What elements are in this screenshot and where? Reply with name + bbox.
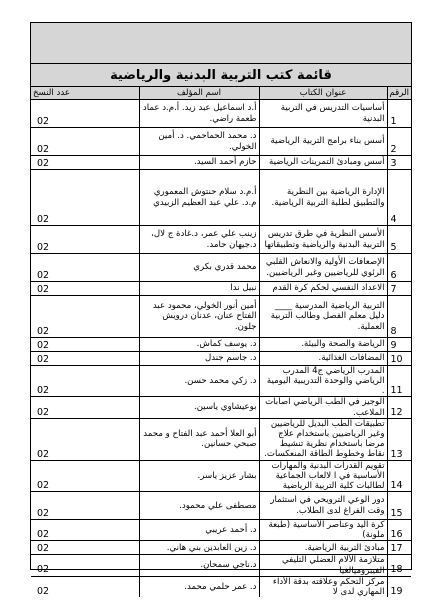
table-row <box>31 226 411 254</box>
row-author: بوعيشاوي ياسين. <box>139 397 259 418</box>
row-author: د. جاسم جندل <box>139 352 259 366</box>
row-book-title: مركز التحكم وعلاقته بدقة الأداء المهاري لدى لا <box>259 576 387 597</box>
row-author: حازم أحمد السيد. <box>139 156 259 170</box>
row-author: أبو العلا أحمد عبد الفتاح و محمد صبحي حسانين. <box>139 418 259 460</box>
table-row <box>31 555 411 576</box>
row-author: د. محمد الحماحمي. د. أمين الخولي. <box>139 128 259 156</box>
row-copies: 02 <box>31 338 139 352</box>
table-row <box>31 520 411 541</box>
row-copies: 02 <box>31 397 139 418</box>
row-copies: 02 <box>31 296 139 338</box>
table-row <box>31 492 411 520</box>
row-number: 2 <box>387 128 411 156</box>
row-number: 19 <box>387 576 411 597</box>
table-row <box>31 282 411 296</box>
table-row <box>31 352 411 366</box>
row-author: محمد قدري بكري <box>139 254 259 282</box>
row-copies: 02 <box>31 352 139 366</box>
row-number: 1 <box>387 100 411 128</box>
row-book-title: الإصعافات الأولية والانعاش القلبي الرئوي للرياضيين وغير الرياضيين. <box>259 254 387 282</box>
row-book-title: كرة اليد وعناصر الأساسية (طبعة ملونة) <box>259 520 387 541</box>
row-number: 15 <box>387 492 411 520</box>
row-copies: 02 <box>31 100 139 128</box>
row-number: 4 <box>387 170 411 226</box>
row-copies: 02 <box>31 254 139 282</box>
row-copies: 02 <box>31 541 139 555</box>
header-book-title: عنوان الكتاب <box>259 87 387 100</box>
row-copies: 02 <box>31 156 139 170</box>
table-row <box>31 296 411 338</box>
row-book-title: تطبيقات الطب البديل للرياضيين وغير الرياضيين باستخدام علاج مرضا باستخدام نظرية تنشيط نقاط وخطوط الطاقة المنعكسات. <box>259 418 387 460</box>
row-author: مصطفى علي محمود. <box>139 492 259 520</box>
row-copies: 02 <box>31 170 139 226</box>
row-author: د. يوسف كماش. <box>139 338 259 352</box>
row-number: 13 <box>387 418 411 460</box>
table-row <box>31 460 411 491</box>
row-author: د. زكي محمد حسن. <box>139 366 259 397</box>
row-copies: 02 <box>31 555 139 576</box>
row-number: 7 <box>387 282 411 296</box>
row-number: 10 <box>387 352 411 366</box>
row-number: 12 <box>387 397 411 418</box>
row-number: 18 <box>387 555 411 576</box>
table-row <box>31 397 411 418</box>
row-number: 11 <box>387 366 411 397</box>
table-row <box>31 338 411 352</box>
row-author: أ.م.د سلام حنتوش المعموري م.د. علي عبد العظيم الزبيدي <box>139 170 259 226</box>
header-number: الرقم <box>387 87 411 100</box>
row-book-title: المضافات الغذائية. <box>259 352 387 366</box>
row-author: د.ناجي سمحان. <box>139 555 259 576</box>
row-book-title: الإدارة الرياضية بين النظرية والتطبيق لطلبة التربية الرياضية. <box>259 170 387 226</box>
row-book-title: أسس ومبادئ التمرينات الرياضية <box>259 156 387 170</box>
table-row <box>31 128 411 156</box>
row-copies: 02 <box>31 460 139 491</box>
table-row <box>31 156 411 170</box>
row-number: 6 <box>387 254 411 282</box>
table-row <box>31 541 411 555</box>
table-row <box>31 100 411 128</box>
header-banner <box>31 23 411 64</box>
row-book-title: المدرب الرياضي ج4 المدرب الرياضي والوحدة التدريبية اليومية . <box>259 366 387 397</box>
row-book-title: الاعداد النفسي لحكم كرة القدم <box>259 282 387 296</box>
row-book-title: الأسس النظرية في طرق تدريس التربية البدنية والرياضية وتطبيقاتها <box>259 226 387 254</box>
row-author: زينب علي عمر، د.غادة ج لال، د.جيهان حامد. <box>139 226 259 254</box>
row-copies: 02 <box>31 282 139 296</box>
row-copies: 02 <box>31 366 139 397</box>
row-book-title: التربية الرياضية المدرسية ____ دليل معلم الفصل وطالب التربية العملية. <box>259 296 387 338</box>
row-copies: 02 <box>31 418 139 460</box>
header-author: اسم المؤلف <box>139 87 259 100</box>
row-book-title: أسس بناء برامج التربية الرياضية <box>259 128 387 156</box>
document-sheet <box>30 22 412 597</box>
table-row <box>31 366 411 397</box>
row-author: د. عمر حلمي محمد. <box>139 576 259 597</box>
row-author: أمين أنور الخولي، محمود عبد الفتاح عنان، عدنان درويش جلون. <box>139 296 259 338</box>
table-row <box>31 170 411 226</box>
row-copies: 02 <box>31 520 139 541</box>
row-number: 17 <box>387 541 411 555</box>
table-row <box>31 576 411 597</box>
row-book-title: دور الوعي الترويحي في استثمار وقت الفراغ لدى الطلاب. <box>259 492 387 520</box>
row-author: د. أحمد عريبي <box>139 520 259 541</box>
row-author: بشار عزيز ياسر. <box>139 460 259 491</box>
row-number: 14 <box>387 460 411 491</box>
table-body <box>31 100 411 597</box>
row-number: 16 <box>387 520 411 541</box>
row-book-title: مبادئ التربية الرياضية. <box>259 541 387 555</box>
row-number: 8 <box>387 296 411 338</box>
table-header-row <box>31 87 411 100</box>
books-table <box>31 87 411 597</box>
row-author: نبيل ندا <box>139 282 259 296</box>
row-copies: 02 <box>31 226 139 254</box>
table-row <box>31 254 411 282</box>
row-book-title: متلازمة الألام العضلي التليفي الفيبروميالغيا <box>259 555 387 576</box>
table-row <box>31 418 411 460</box>
row-book-title: تقويم القدرات البدنية والمهارات الأساسية في ا لالعاب الجماعية لطالبات كلية التربية الرياضية <box>259 460 387 491</box>
row-author: د. زين العابدين بني هاني. <box>139 541 259 555</box>
document-title: قائمة كتب التربية البدنية والرياضية <box>31 64 411 87</box>
row-number: 5 <box>387 226 411 254</box>
row-book-title: الوجيز في الطب الرياضي اصابات الملاعب. <box>259 397 387 418</box>
row-copies: 02 <box>31 128 139 156</box>
row-number: 3 <box>387 156 411 170</box>
row-book-title: الرياضة والصحة والبيئة. <box>259 338 387 352</box>
row-author: أ.د اسماعيل عبد زيد. أ.م.د عماد طعمة راضي. <box>139 100 259 128</box>
header-copies: عدد النسخ <box>31 87 139 100</box>
row-copies: 02 <box>31 576 139 597</box>
row-copies: 02 <box>31 492 139 520</box>
row-number: 9 <box>387 338 411 352</box>
row-book-title: أساسيات التدريس في التربية البدنية <box>259 100 387 128</box>
